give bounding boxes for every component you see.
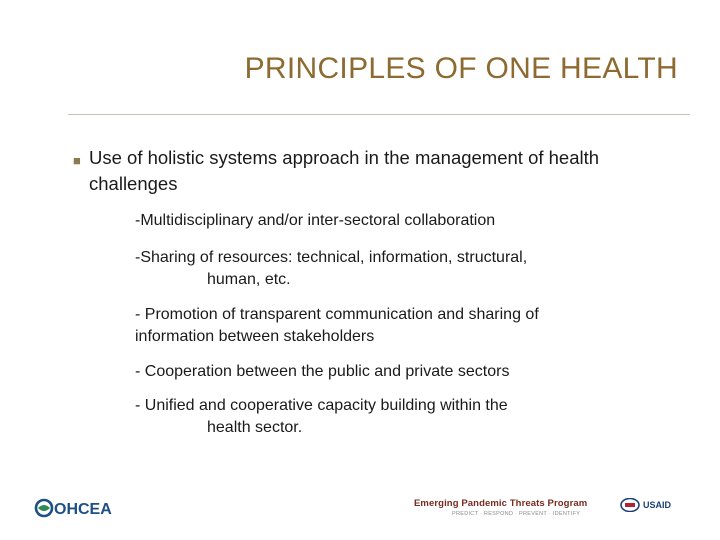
usaid-logo	[620, 498, 671, 512]
subpoint-line: - Unified and cooperative capacity building within the	[135, 397, 508, 414]
subpoint-5	[135, 395, 655, 439]
subpoint-2	[135, 247, 655, 291]
square-bullet-icon: ■	[73, 153, 81, 168]
subpoint-4	[135, 361, 655, 383]
partner-logos	[414, 496, 684, 520]
subpoint-continuation: health sector.	[207, 419, 303, 436]
ohcea-logo-icon	[34, 497, 126, 519]
subpoint-1	[135, 210, 655, 232]
usaid-seal-icon	[620, 498, 640, 512]
subpoint-3	[135, 304, 655, 348]
main-bullet	[73, 145, 663, 197]
ohcea-logo	[34, 497, 126, 519]
subpoint-line: - Cooperation between the public and private sectors	[135, 363, 510, 380]
ohcea-logo-text: OHCEA	[54, 501, 112, 518]
ept-program-name: Emerging Pandemic Threats Program	[414, 498, 588, 509]
subpoint-line: -Sharing of resources: technical, information, structural,	[135, 249, 528, 266]
main-bullet-text: Use of holistic systems approach in the management of health challenges	[89, 147, 600, 194]
title-divider	[68, 114, 690, 115]
usaid-text: USAID	[643, 500, 672, 510]
ept-program-tagline: PREDICT · RESPOND · PREVENT · IDENTIFY	[452, 511, 581, 517]
subpoint-continuation: information between stakeholders	[135, 328, 375, 345]
subpoint-line: - Promotion of transparent communication and sharing of	[135, 306, 539, 323]
slide-title: PRINCIPLES OF ONE HEALTH	[244, 52, 678, 85]
subpoint-continuation: human, etc.	[207, 271, 291, 288]
subpoint-line: -Multidisciplinary and/or inter-sectoral collaboration	[135, 212, 496, 229]
